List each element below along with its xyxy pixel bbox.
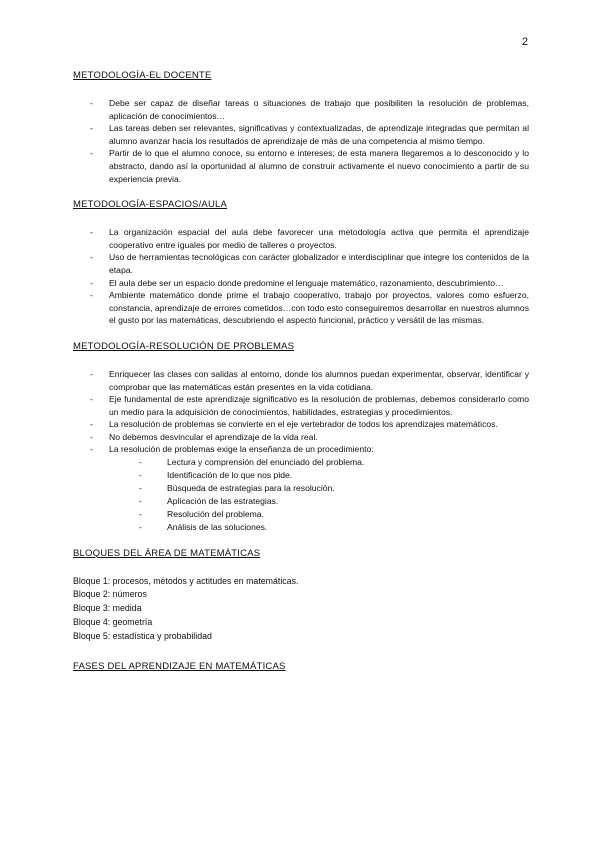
bloque-item: Bloque 3: medida	[73, 603, 142, 614]
section-espacios-aula	[73, 199, 529, 327]
list-item: - La resolución de problemas se convierte en el eje vertebrador de todos los aprendizajes matemáticos.	[73, 418, 529, 431]
procedure-step: - Lectura y comprensión del enunciado del problema.	[109, 456, 529, 469]
section-bloques	[73, 548, 529, 644]
procedure-step: - Aplicación de las estrategias.	[109, 495, 529, 508]
list-item	[73, 443, 529, 533]
list-item: - Partir de lo que el alumno conoce, su entorno e intereses; de esta manera llegaremos a lo desconocido y lo abstracto, dando así la oportunidad al alumno de construir activamente el nuevo conocimiento a partir de su experiencia previa.	[73, 147, 529, 185]
list-item: - Eje fundamental de este aprendizaje significativo es la resolución de problemas, debemos considerarlo como un medio para la adquisición de conocimientos, habilidades, estrategias y procedimientos.	[73, 393, 529, 418]
list-item: - No debemos desvincular el aprendizaje de la vida real.	[73, 431, 529, 444]
list-item: - Ambiente matemático donde prime el trabajo cooperativo, trabajo por proyectos, valores como esfuerzo, constancia, aprendizaje de errores cometidos…con todo esto conseguiremos desarrollar en nuestros alumnos el gusto por las matemáticas, descubriendo el aspecto funcional, práctico y versátil de las mismas.	[73, 289, 529, 327]
section-heading-docente: METODOLOGÍA-EL DOCENTE	[73, 70, 212, 81]
procedure-step: - Identificación de lo que nos pide.	[109, 469, 529, 482]
procedure-step: - Búsqueda de estrategias para la resolución.	[109, 482, 529, 495]
section-heading-bloques: BLOQUES DEL ÁREA DE MATEMÁTICAS	[73, 547, 261, 559]
bloque-item: Bloque 5: estadística y probabilidad	[73, 630, 212, 641]
bloque-item: Bloque 2: números	[73, 589, 147, 600]
bloque-item: Bloque 4: geometría	[73, 616, 153, 627]
resolucion-problemas-list	[73, 368, 529, 534]
list-item: - La organización espacial del aula debe favorecer una metodología activa que permita el aprendizaje cooperativo entre iguales por medio de talleres o proyectos.	[73, 226, 529, 251]
section-heading-resolucion-problemas: METODOLOGÍA-RESOLUCIÓN DE PROBLEMAS	[73, 340, 295, 352]
section-heading-fases: FASES DEL APRENDIZAJE EN MATEMÁTICAS	[73, 661, 286, 673]
section-resolucion-problemas	[73, 341, 529, 534]
docente-list	[73, 97, 529, 185]
list-item: - Enriquecer las clases con salidas al entorno, donde los alumnos puedan experimentar, observar, identificar y comprobar que las matemáticas están presentes en la vida cotidiana.	[73, 368, 529, 393]
espacios-aula-list	[73, 226, 529, 327]
page-number: 2	[521, 36, 528, 48]
document-body	[73, 70, 529, 688]
bloques-list	[73, 575, 529, 644]
list-item: - El aula debe ser un espacio donde predomine el lenguaje matemático, razonamiento, descubrimiento…	[73, 277, 529, 290]
procedure-steps-list	[109, 456, 529, 533]
procedure-intro: La resolución de problemas exige la enseñanza de un procedimiento:	[109, 444, 374, 455]
bloque-item: Bloque 1: procesos, métodos y actitudes en matemáticas.	[73, 575, 299, 586]
section-docente	[73, 70, 529, 185]
list-item: - Las tareas deben ser relevantes, significativas y contextualizadas, de aprendizaje integradas que permitan al alumno avanzar hacia los resultados de aprendizaje de más de una competencia al mismo tiempo.	[73, 122, 529, 147]
section-heading-espacios-aula: METODOLOGÍA-ESPACIOS/AULA	[73, 199, 228, 211]
list-item: - Debe ser capaz de diseñar tareas o situaciones de trabajo que posibiliten la resolución de problemas, aplicación de conocimientos…	[73, 97, 529, 122]
list-item: - Uso de herramientas tecnológicas con carácter globalizador e interdisciplinar que integre los contenidos de la etapa.	[73, 251, 529, 276]
procedure-step: - Análisis de las soluciones.	[109, 521, 529, 534]
procedure-step: - Resolución del problema.	[109, 508, 529, 521]
